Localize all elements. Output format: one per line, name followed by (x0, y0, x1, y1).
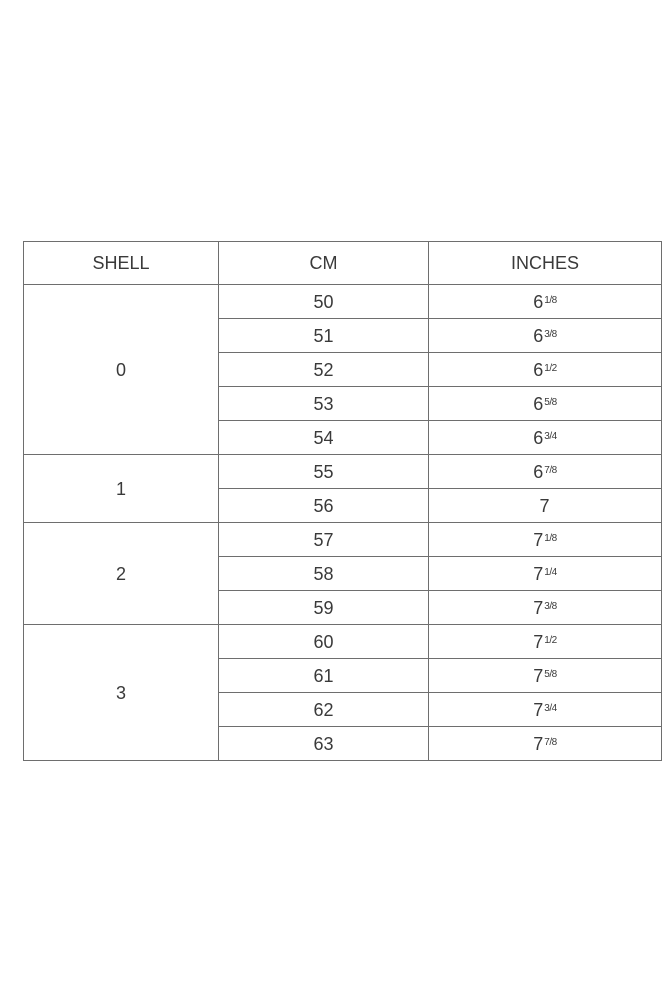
table-row (24, 285, 662, 319)
inches-fraction: 1/8 (544, 532, 557, 544)
inches-whole: 7 (533, 597, 544, 618)
cm-cell: 50 (219, 285, 429, 319)
inches-whole: 7 (533, 563, 544, 584)
inches-fraction: 1/8 (544, 294, 557, 306)
table-row (24, 625, 662, 659)
inches-cell (429, 625, 662, 659)
inches-fraction: 3/4 (544, 702, 557, 714)
cm-cell: 54 (219, 421, 429, 455)
inches-fraction: 3/8 (544, 328, 557, 340)
cm-cell: 53 (219, 387, 429, 421)
cm-cell: 60 (219, 625, 429, 659)
header-shell: SHELL (24, 242, 219, 285)
header-cm: CM (219, 242, 429, 285)
inches-whole: 6 (533, 291, 544, 312)
cm-cell: 58 (219, 557, 429, 591)
cm-cell: 55 (219, 455, 429, 489)
inches-cell (429, 557, 662, 591)
inches-whole: 7 (533, 529, 544, 550)
inches-cell (429, 659, 662, 693)
inches-cell (429, 591, 662, 625)
shell-size-cell: 2 (24, 523, 219, 625)
table-row (24, 523, 662, 557)
inches-fraction: 5/8 (544, 396, 557, 408)
shell-size-cell: 0 (24, 285, 219, 455)
inches-whole: 6 (533, 427, 544, 448)
inches-whole: 7 (533, 631, 544, 652)
header-inches: INCHES (429, 242, 662, 285)
shell-size-cell: 1 (24, 455, 219, 523)
inches-fraction: 5/8 (544, 668, 557, 680)
inches-cell (429, 353, 662, 387)
cm-cell: 59 (219, 591, 429, 625)
cm-cell: 52 (219, 353, 429, 387)
cm-cell: 56 (219, 489, 429, 523)
inches-fraction: 3/4 (544, 430, 557, 442)
inches-fraction: 7/8 (544, 736, 557, 748)
inches-cell (429, 285, 662, 319)
inches-whole: 6 (533, 359, 544, 380)
inches-whole: 7 (533, 733, 544, 754)
inches-fraction: 7/8 (544, 464, 557, 476)
size-chart-table (23, 241, 662, 761)
inches-fraction: 1/4 (544, 566, 557, 578)
inches-fraction: 1/2 (544, 634, 557, 646)
inches-cell (429, 387, 662, 421)
inches-cell (429, 319, 662, 353)
inches-cell (429, 421, 662, 455)
inches-fraction: 1/2 (544, 362, 557, 374)
inches-cell (429, 693, 662, 727)
inches-whole: 6 (533, 393, 544, 414)
table-row (24, 455, 662, 489)
inches-fraction: 3/8 (544, 600, 557, 612)
inches-whole: 7 (539, 495, 550, 516)
inches-whole: 6 (533, 325, 544, 346)
inches-whole: 6 (533, 461, 544, 482)
cm-cell: 63 (219, 727, 429, 761)
cm-cell: 51 (219, 319, 429, 353)
inches-cell (429, 727, 662, 761)
cm-cell: 62 (219, 693, 429, 727)
header-row (24, 242, 662, 285)
cm-cell: 61 (219, 659, 429, 693)
inches-whole: 7 (533, 665, 544, 686)
inches-cell (429, 523, 662, 557)
inches-cell (429, 489, 662, 523)
table-body (24, 285, 662, 761)
shell-size-cell: 3 (24, 625, 219, 761)
cm-cell: 57 (219, 523, 429, 557)
inches-whole: 7 (533, 699, 544, 720)
inches-cell (429, 455, 662, 489)
